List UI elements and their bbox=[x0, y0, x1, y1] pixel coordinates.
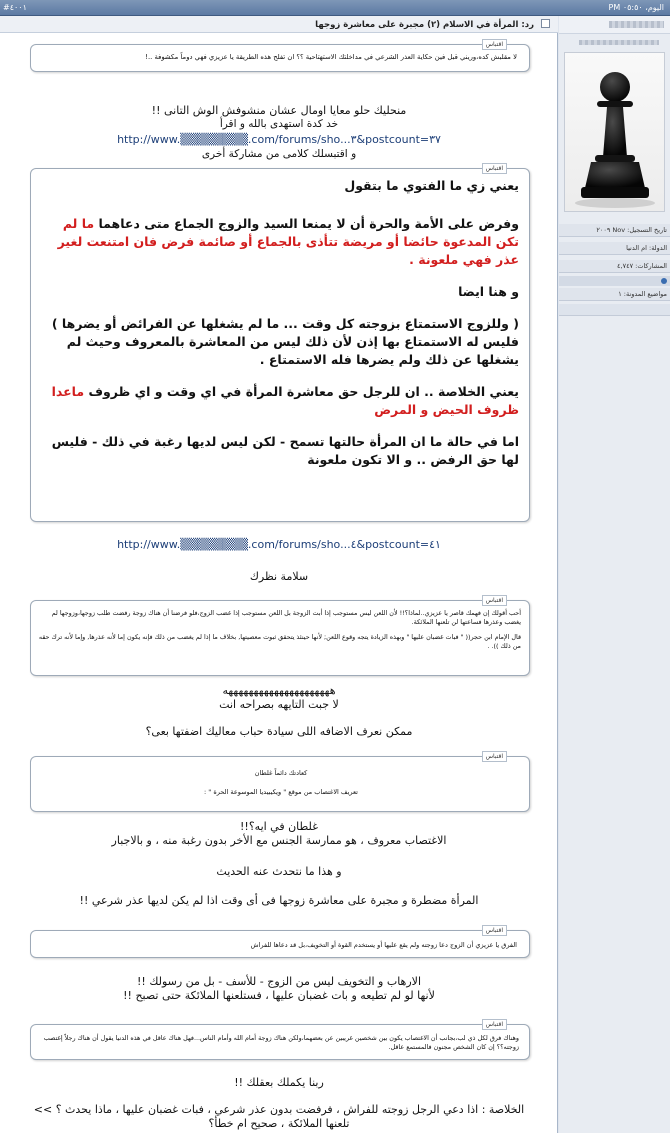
post-link-1[interactable]: http://www.▒▒▒▒▒▒▒▒.com/forums/sho...٣&postcount=٣٧ bbox=[117, 133, 441, 146]
post-message bbox=[0, 34, 558, 1133]
quote-label: اقتباس bbox=[482, 1019, 507, 1030]
quote-text-3 bbox=[37, 609, 521, 651]
user-title-redacted bbox=[579, 40, 659, 45]
text-line: المرأة مضطرة و مجبرة على معاشرة زوجها فى أى وقت اذا لم يكن لديها عذر شرعي !! bbox=[79, 894, 479, 907]
quote-label: اقتباس bbox=[482, 39, 507, 50]
quote2-p6: اما في حالة ما ان المرأة حالتها تسمح - لكن ليس لديها رغبة في ذلك - فليس لها حق الرفض .. و الا تكون ملعونة bbox=[51, 434, 519, 467]
avatar[interactable] bbox=[564, 52, 665, 212]
quote2-p2b: ما لم تكن المدعوة حائضا أو مريضة تتأذى بالجماع أو صائمة فرض فان امتنعت لغير عذر فهي ملعونة . bbox=[57, 216, 519, 267]
text-line: ممكن نعرف الاضافه اللى سيادة حباب معاليك اضفتها بعى؟ bbox=[145, 725, 413, 738]
post-link-2[interactable]: http://www.▒▒▒▒▒▒▒▒.com/forums/sho...٤&postcount=٤١ bbox=[117, 538, 441, 551]
quote-box-5 bbox=[30, 927, 530, 958]
username-redacted bbox=[609, 21, 664, 28]
text-line: خد كدة استهدى بالله و اقرأ bbox=[219, 118, 339, 130]
join-date: تاريخ التسجيل: Nov ٢٠٠٩ bbox=[559, 224, 670, 237]
text-line: هههههههههههههههههههههه bbox=[222, 684, 336, 697]
quote5-line: الفرق يا عزيزي أن الزوج دعا زوجته ولم يقع عليها أو يستخدم القوة أو التخويف،بل قد دعاها للفراش bbox=[250, 941, 517, 949]
post-title-row bbox=[0, 16, 558, 33]
post-content bbox=[0, 16, 558, 1133]
text-line: و اقتبسلك كلامى من مشاركة أخرى bbox=[201, 148, 357, 160]
chess-pawn-icon bbox=[565, 53, 666, 213]
text-line: الخلاصة : اذا دعي الرجل زوجته للفراش ، فرفضت بدون عذر شرعي ، فبات غضبان عليها ، ماذا يحدث ؟ >> bbox=[33, 1103, 525, 1116]
quote2-p2 bbox=[41, 215, 519, 269]
text-line: تلعنها الملائكة ، صحيح ام خطأ؟ bbox=[208, 1117, 350, 1130]
quote2-p5 bbox=[41, 383, 519, 419]
text-line: و هذا ما نتحدث عنه الحديث bbox=[216, 865, 342, 878]
post-container bbox=[0, 16, 670, 1133]
text-line: ربنا يكملك بعقلك !! bbox=[234, 1076, 324, 1089]
quote-label: اقتباس bbox=[482, 595, 507, 606]
quote-text-2 bbox=[41, 177, 519, 469]
quote2-p5a: يعني الخلاصة .. ان للرجل حق معاشرة المرأة في اي وقت و اي ظروف bbox=[84, 384, 519, 399]
text-line: منحليك حلو معايا اومال عشان منشوفش الوش التانى !! bbox=[151, 104, 407, 117]
text-line: الاغتصاب معروف ، هو ممارسة الجنس مع الأخر بدون رغبة منه ، و بالاجبار bbox=[111, 834, 447, 847]
post-title: رد: المرأة في الاسلام (٢) مجبرة على معاشرة زوجها bbox=[315, 20, 535, 30]
quote2-p5b: ماعدا ظروف الحيض و المرض bbox=[51, 384, 519, 417]
quote-box-3 bbox=[30, 597, 530, 676]
quote3-line: قال الإمام ابن حجر(( " فبات غضبان عليها " وبهذه الزيادة يتجه وقوع اللعن; لأنها حينئذ يتحقق ثبوت معصيتها, بخلاف ما إذا لم يغضب من ذلك فإنه يكون إما لأنه عذرها, وإما لأنه ترك حقه من ذلك )). . bbox=[38, 633, 521, 650]
quote2-p4: ( وللزوج الاستمتاع بزوجته كل وقت ... ما لم يشغلها عن الفرائض أو يضرها ) فليس له الاستمتاع بها إذن لأن ذلك ليس من المعاشرة بالمعروف وحيث لم يشغلها عن ذلك ولم يضرها فله الاستمتاع . bbox=[51, 316, 519, 367]
blog-entries[interactable]: مواضيع المدونة: ١ bbox=[559, 288, 670, 301]
post-icon bbox=[541, 19, 550, 28]
top-bar bbox=[0, 0, 670, 16]
post-date: اليوم، ٠٥:٥٠ PM bbox=[608, 3, 664, 12]
text-line: الارهاب و التخويف ليس من الزوج - للأسف - بل من رسولك !! bbox=[137, 975, 421, 988]
quote6-line: وهناك فرق لكل ذي لب،بجانب أن الاغتصاب يكون بين شخصين غريبين عن بعضهما،ولكن هناك زوجة أمام الله وأمام الناس...فهل هناك عاقل في هذه الدنيا يقول أن هناك رجلاً إغتصب زوجته؟؟ إن كان الشخص مجنون فالمستمع عاقل. bbox=[43, 1034, 519, 1051]
quote2-p2a: وفرض على الأمة والحرة أن لا يمنعا السيد والزوج الجماع متى دعاهما bbox=[94, 216, 519, 231]
quote-label: اقتباس bbox=[482, 925, 507, 936]
quote3-line: أحب أقولك إن فهمك قاصر يا عزيزي..لماذا؟!! لأن اللعن ليس مستوجب إذا أبت الزوجة بل اللعن مستوجب إذا غضب الزوج،فلو فرضنا أن هناك زوجة رفضت طلب زوجها،وزوجها لم يغضب وعذرها فساعتها لن تلعنها الملائكة. bbox=[51, 609, 521, 626]
quote-text-1: لا مقلبش كده،وريني قبل فين حكاية العذر الشرعي في مداخلتك الاستهتاحية ؟؟ ان تفلح هذه الطريقة يا عزيزي فهي دوماً مكشوفة ..! bbox=[145, 53, 517, 61]
quote-label: اقتباس bbox=[482, 751, 507, 762]
quote-box-4 bbox=[30, 753, 530, 812]
quote-box-2 bbox=[30, 165, 530, 522]
post-count: المشاركات: ٤,٧٤٧ bbox=[559, 260, 670, 273]
post-number[interactable]: #٤٠٠١ bbox=[3, 3, 27, 12]
quote2-p3: و هنا ايضا bbox=[458, 284, 519, 299]
sidebar-spacer bbox=[559, 304, 670, 316]
user-info-sidebar bbox=[559, 16, 670, 1133]
user-name-row[interactable] bbox=[559, 16, 670, 34]
quote-box-6 bbox=[30, 1021, 530, 1060]
user-country: الدولة: ام الدنيا bbox=[559, 242, 670, 255]
quote4-line-1: كعادتك دائماً غلطان bbox=[254, 769, 308, 777]
text-line: غلطان في ايه؟!! bbox=[240, 820, 318, 833]
quote-box-1 bbox=[30, 41, 530, 72]
sidebar-divider bbox=[559, 276, 670, 286]
text-line: لا جبت التايهه بصراحه انت bbox=[219, 698, 339, 711]
quote4-line-2: تعريف الاغتصاب من موقع " ويكيبيديا الموسوعة الحرة " : bbox=[204, 788, 358, 796]
text-line: سلامة نظرك bbox=[249, 570, 309, 583]
text-line: لأنها لو لم تطيعه و بات غضبان عليها ، فستلعنها الملائكة حتى تصبح !! bbox=[123, 989, 435, 1002]
quote-label: اقتباس bbox=[482, 163, 507, 174]
blog-icon bbox=[661, 278, 667, 284]
quote2-p1: يعني زي ما الفتوي ما بتقول bbox=[344, 178, 519, 193]
